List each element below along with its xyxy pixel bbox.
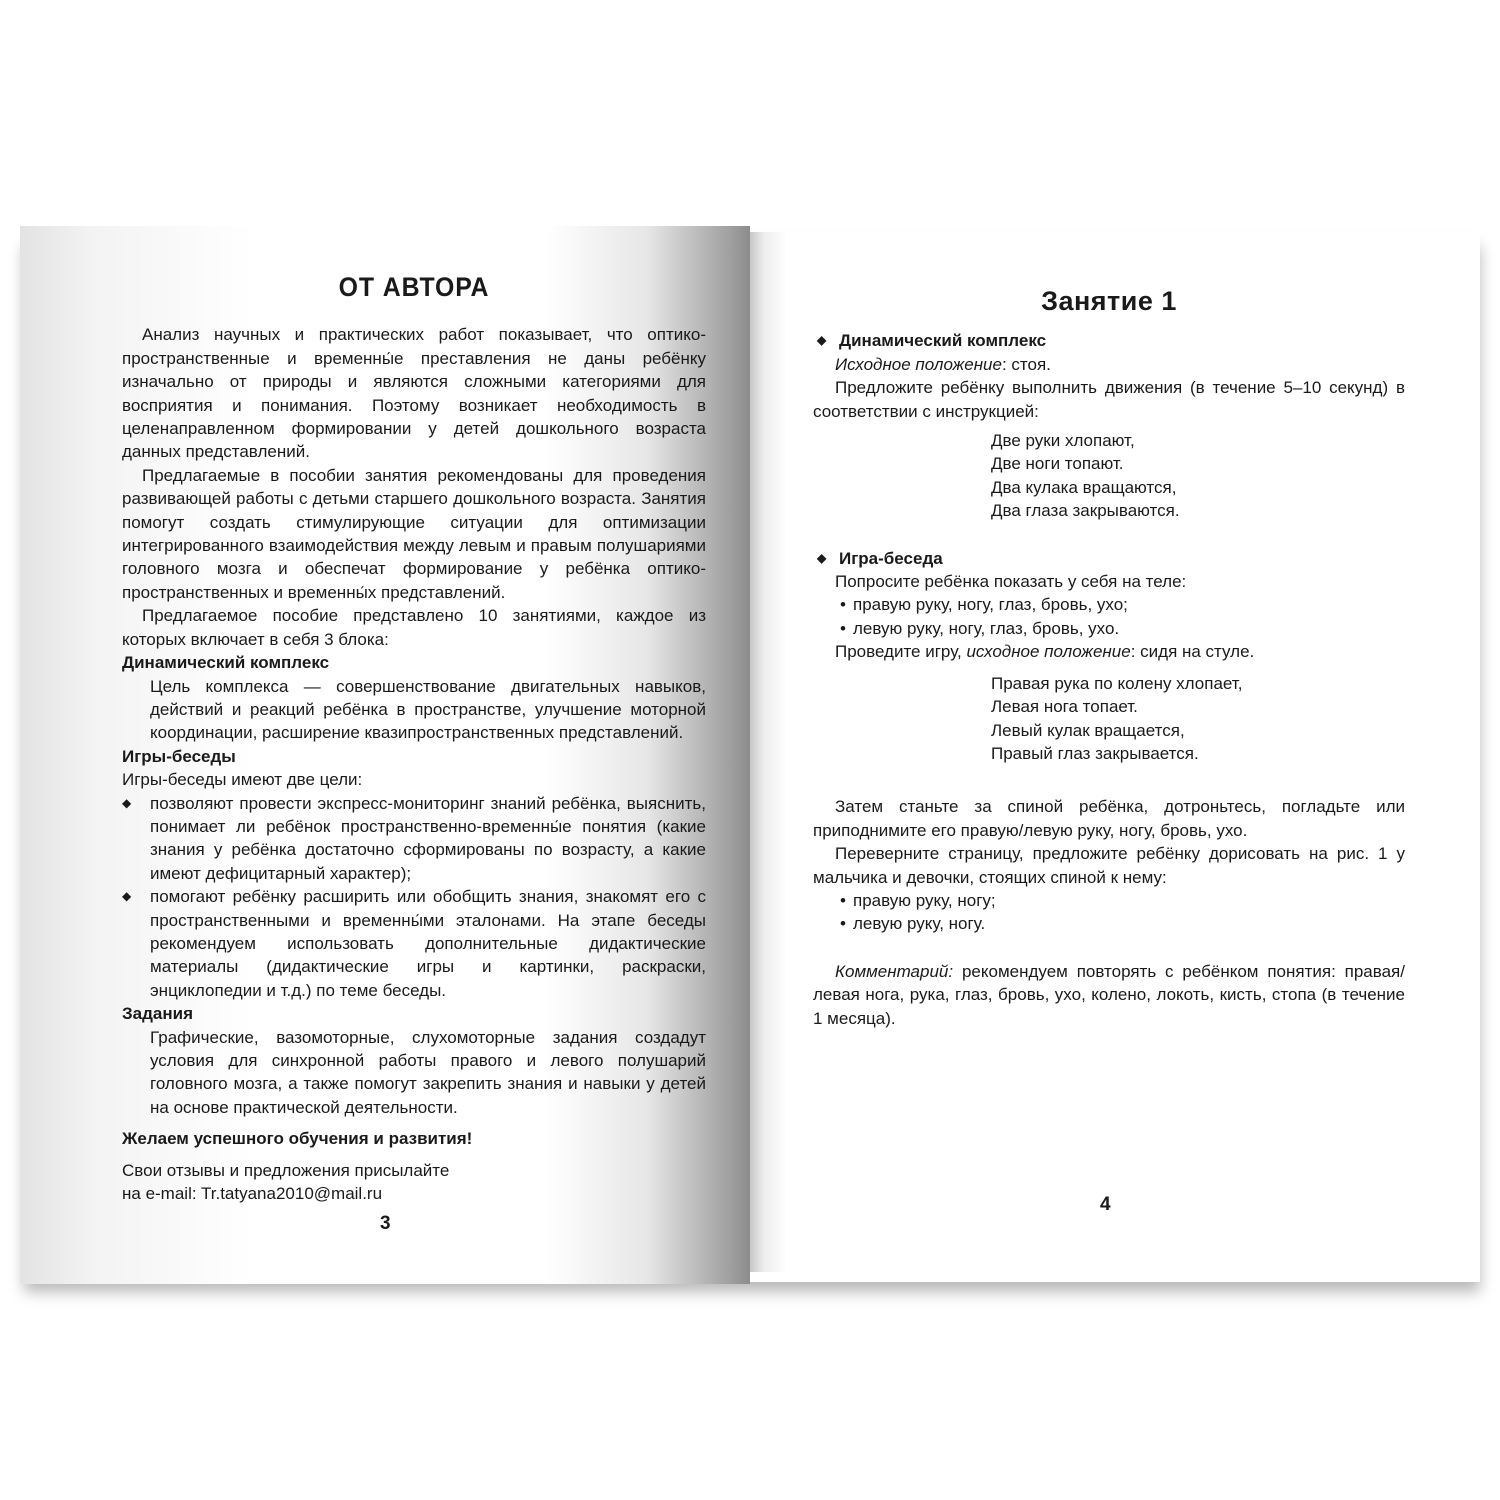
list-item: • левую руку, ногу, глаз, бровь, ухо. bbox=[813, 617, 1405, 640]
list-item: • правую руку, ногу, глаз, бровь, ухо; bbox=[813, 593, 1405, 616]
instruction-paragraph: Предложите ребёнку выполнить движения (в течение 5–10 секунд) в соответствии с инструкцией: bbox=[813, 378, 1405, 421]
page-number-right: 4 bbox=[1100, 1194, 1111, 1215]
spacer bbox=[813, 936, 1405, 960]
left-page bbox=[20, 226, 750, 1284]
section-title-dynamic: ◆ Динамический комплекс bbox=[813, 329, 1405, 352]
page-title-right: Занятие 1 bbox=[1041, 286, 1177, 316]
block-title-tasks: Задания bbox=[122, 1004, 193, 1024]
start-position-line: Исходное положение: стоя. bbox=[835, 354, 1051, 374]
page-title-left: ОТ АВТОРА bbox=[338, 272, 490, 302]
diamond-bullet-icon: ◆ bbox=[817, 550, 827, 565]
poem-line: Правая рука по колену хлопает, bbox=[991, 673, 1243, 693]
right-page-content bbox=[813, 286, 1405, 1030]
contact-line-2: на e-mail: Tr.tatyana2010@mail.ru bbox=[122, 1184, 383, 1204]
list-item: ◆ позволяют провести экспресс-мониторинг знаний ребёнка, выяснить, понимает ли ребёнок пространственно-временны́е понятия (какие знания у ребёнка достаточно сформированы по возрасту, а какие имеют дефицитарный характер); bbox=[122, 793, 706, 883]
left-page-content bbox=[122, 272, 706, 1205]
structure-paragraph: Предлагаемое пособие представлено 10 занятиями, каждое из которых включает в себя 3 блока: bbox=[122, 606, 706, 649]
spacer bbox=[813, 523, 1405, 547]
bullet-dot-icon: • bbox=[840, 914, 846, 934]
contact-line-1: Свои отзывы и предложения присылайте bbox=[122, 1160, 450, 1180]
poem-line: Левый кулак вращается, bbox=[991, 720, 1185, 740]
diamond-bullet-icon: ◆ bbox=[122, 889, 132, 904]
bullet-dot-icon: • bbox=[840, 890, 846, 910]
list-item: ◆ помогают ребёнку расширить или обобщить знания, знакомят его с пространственными и временны́ми эталонами. На этапе беседы рекомендуем использовать дополнительные дидактические материалы (дидактические игры и картинки, раскраски, энциклопедии и т.д.) по теме беседы. bbox=[122, 887, 706, 1000]
poem-line: Две ноги топают. bbox=[991, 454, 1124, 474]
list-item: • правую руку, ногу; bbox=[813, 889, 1405, 912]
then-paragraph: Затем станьте за спиной ребёнка, дотроньтесь, погладьте или приподнимите его правую/левую руку, ногу, бровь, ухо. bbox=[813, 797, 1405, 840]
game-line: Проведите игру, исходное положение: сидя на стуле. bbox=[835, 642, 1255, 662]
bullet-dot-icon: • bbox=[840, 595, 846, 615]
right-page bbox=[750, 232, 1478, 1272]
poem-2 bbox=[813, 672, 1405, 766]
poem-line: Две руки хлопают, bbox=[991, 431, 1135, 451]
turn-paragraph: Переверните страницу, предложите ребёнку дорисовать на рис. 1 у мальчика и девочки, стоящих спиной к нему: bbox=[813, 844, 1405, 887]
section-title-game: ◆ Игра-беседа bbox=[813, 547, 1405, 570]
block-title-games: Игры-беседы bbox=[122, 746, 236, 766]
poem-line: Два глаза закрываются. bbox=[991, 501, 1180, 521]
comment-paragraph: Комментарий: рекомендуем повторять с ребёнком понятия: правая/левая нога, рука, глаз, бровь, ухо, колено, локоть, кисть, стопа (в течение 1 месяца). bbox=[813, 961, 1405, 1028]
block-title-dynamic: Динамический комплекс bbox=[122, 653, 330, 673]
diamond-bullet-icon: ◆ bbox=[122, 795, 132, 810]
ask-line: Попросите ребёнка показать у себя на теле: bbox=[835, 572, 1187, 592]
poem-line: Правый глаз закрывается. bbox=[991, 743, 1199, 763]
page-number-left: 3 bbox=[380, 1213, 391, 1234]
wish-line: Желаем успешного обучения и развития! bbox=[122, 1129, 473, 1149]
purpose-paragraph: Предлагаемые в пособии занятия рекомендованы для проведения развивающей работы с детьми старшего дошкольного возраста. Занятия помогут создать стимулирующие ситуации для оптимизации интегрированного взаимодействия между левым и правым полушариями головного мозга и обеспечат формирование у ребёнка оптико-пространственных и временны́х представлений. bbox=[122, 465, 706, 602]
poem-line: Два кулака вращаются, bbox=[991, 477, 1177, 497]
intro-paragraph: Анализ научных и практических работ показывает, что оптико-пространственные и временны́е преставления не даны ребёнку изначально от природы и являются сложными категориями для восприятия и понимания. Поэтому возникает необходимость в целенаправленном формировании у детей дошкольного возраста данных представлений. bbox=[122, 325, 706, 462]
list-item: • левую руку, ногу. bbox=[813, 912, 1405, 935]
block-intro-games: Игры-беседы имеют две цели: bbox=[122, 770, 363, 790]
diamond-bullet-icon: ◆ bbox=[817, 333, 827, 348]
block-text-dynamic: Цель комплекса — совершенствование двигательных навыков, действий и реакций ребёнка в пространстве, улучшение моторной координации, расширение квазипространственных представлений. bbox=[150, 676, 706, 743]
spacer bbox=[813, 765, 1405, 795]
poem-line: Левая нога топает. bbox=[991, 697, 1138, 717]
poem-1 bbox=[813, 429, 1405, 523]
bullet-dot-icon: • bbox=[840, 618, 846, 638]
block-text-tasks: Графические, вазомоторные, слухомоторные задания создадут условия для синхронной работы правого и левого полушарий головного мозга, а также помогут закрепить знания и навыки у детей на основе практической деятельности. bbox=[150, 1027, 706, 1117]
